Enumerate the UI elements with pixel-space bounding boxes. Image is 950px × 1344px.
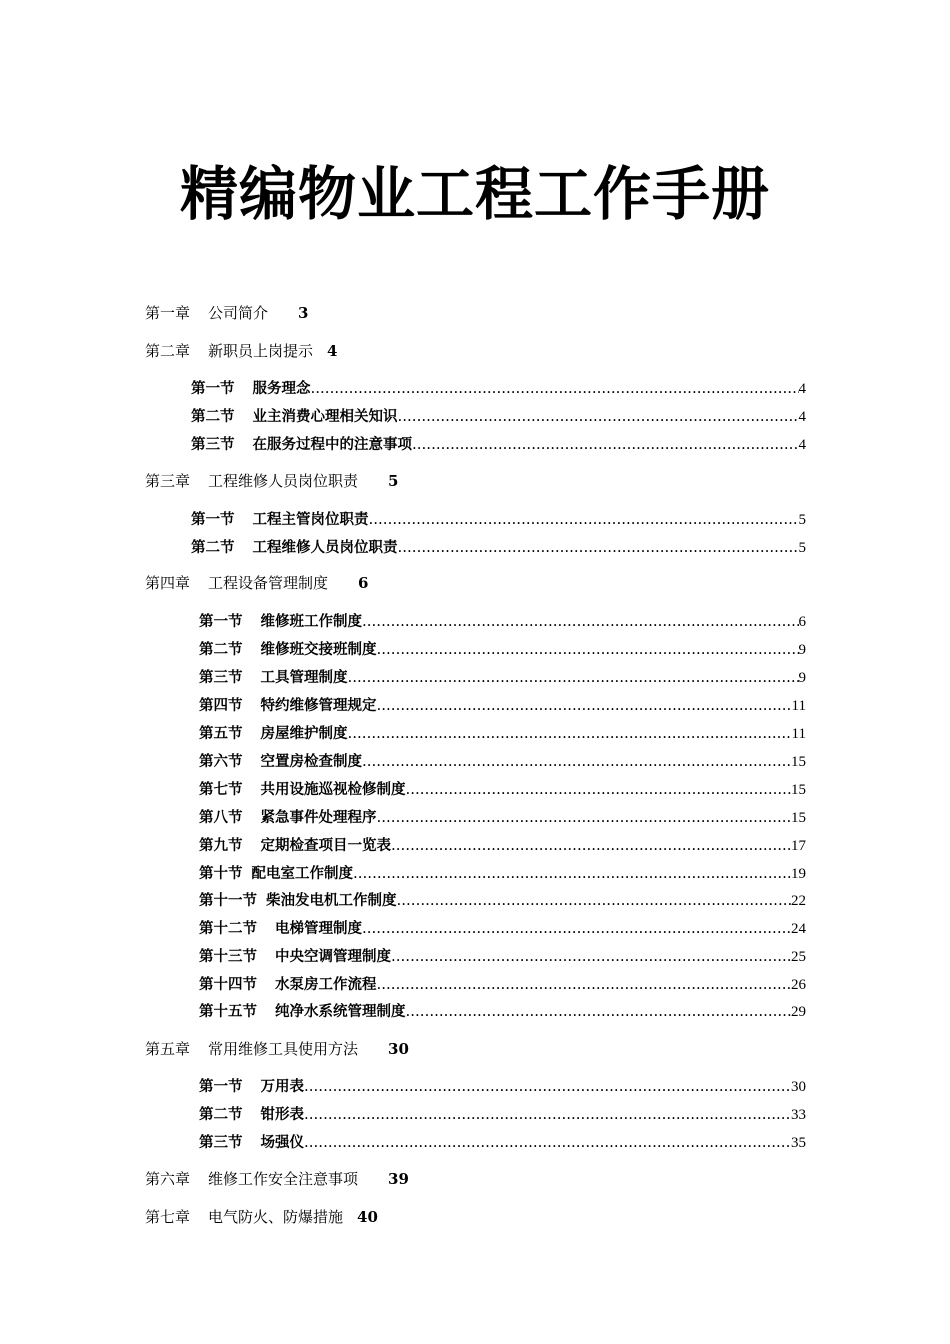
chapter-name: 维修工作安全注意事项 — [208, 1170, 359, 1188]
chapter-page-number: 3 — [298, 304, 309, 322]
section-page-number: 5 — [798, 540, 806, 556]
toc-section[interactable] — [199, 890, 806, 911]
toc-section[interactable] — [199, 723, 806, 744]
toc-chapter[interactable] — [145, 471, 398, 491]
toc-section[interactable] — [191, 537, 806, 558]
chapter-name: 工程维修人员岗位职责 — [208, 472, 359, 490]
toc-section[interactable] — [199, 611, 806, 632]
chapter-page-number: 39 — [388, 1170, 409, 1188]
toc-section[interactable] — [199, 918, 806, 939]
toc-chapter[interactable] — [145, 1039, 409, 1059]
chapter-page-number: 5 — [388, 472, 399, 490]
toc-section[interactable] — [199, 1132, 806, 1153]
toc-section[interactable] — [191, 378, 806, 399]
section-name: 特约维修管理规定 — [260, 698, 377, 714]
section-page-number: 26 — [791, 977, 806, 993]
section-page-number: 17 — [791, 838, 806, 854]
section-number: 第二节 — [191, 409, 235, 425]
toc-section[interactable] — [199, 639, 806, 660]
section-page-number: 4 — [798, 437, 806, 453]
chapter-label: 第一章 — [145, 304, 191, 322]
section-page-number: 24 — [791, 921, 806, 937]
dot-leader — [406, 779, 792, 799]
section-number: 第十一节 — [199, 893, 257, 909]
dot-leader — [377, 695, 792, 715]
section-number: 第八节 — [199, 810, 243, 826]
toc-section[interactable] — [191, 434, 806, 455]
section-name: 共用设施巡视检修制度 — [260, 782, 406, 798]
section-number: 第一节 — [191, 381, 235, 397]
chapter-label: 第七章 — [145, 1208, 191, 1226]
chapter-label: 第六章 — [145, 1170, 191, 1188]
section-page-number: 30 — [791, 1079, 806, 1095]
section-number: 第三节 — [199, 1135, 243, 1151]
dot-leader — [304, 1132, 791, 1152]
section-page-number: 11 — [791, 726, 806, 742]
toc-section[interactable] — [191, 406, 806, 427]
chapter-label: 第三章 — [145, 472, 191, 490]
chapter-label: 第二章 — [145, 342, 191, 360]
toc-section[interactable] — [199, 835, 806, 856]
section-number: 第九节 — [199, 838, 243, 854]
dot-leader — [377, 639, 799, 659]
dot-leader — [406, 1001, 792, 1021]
toc-section[interactable] — [199, 946, 806, 967]
dot-leader — [348, 723, 792, 743]
toc-section[interactable] — [199, 1076, 806, 1097]
section-number: 第十节 — [199, 866, 243, 882]
section-number: 第三节 — [199, 670, 243, 686]
section-number: 第六节 — [199, 754, 243, 770]
section-number: 第七节 — [199, 782, 243, 798]
toc-section[interactable] — [199, 751, 806, 772]
chapter-name: 常用维修工具使用方法 — [208, 1040, 359, 1058]
chapter-page-number: 30 — [388, 1040, 409, 1058]
chapter-page-number: 40 — [357, 1208, 378, 1226]
section-number: 第一节 — [199, 1079, 243, 1095]
dot-leader — [377, 974, 792, 994]
section-number: 第五节 — [199, 726, 243, 742]
chapter-label: 第五章 — [145, 1040, 191, 1058]
section-name: 钳形表 — [260, 1107, 304, 1123]
section-page-number: 35 — [791, 1135, 806, 1151]
section-number: 第一节 — [199, 614, 243, 630]
section-name: 空置房检查制度 — [260, 754, 362, 770]
section-name: 工程维修人员岗位职责 — [252, 540, 398, 556]
chapter-name: 新职员上岗提示 — [208, 342, 314, 360]
section-name: 万用表 — [260, 1079, 304, 1095]
dot-leader — [377, 807, 792, 827]
toc-section[interactable] — [199, 667, 806, 688]
dot-leader — [348, 667, 799, 687]
section-page-number: 9 — [798, 642, 806, 658]
section-name: 场强仪 — [260, 1135, 304, 1151]
section-name: 电梯管理制度 — [275, 921, 362, 937]
dot-leader — [369, 509, 799, 529]
dot-leader — [391, 946, 791, 966]
toc-chapter[interactable] — [145, 303, 308, 323]
section-name: 服务理念 — [252, 381, 311, 397]
toc-section[interactable] — [199, 807, 806, 828]
section-name: 水泵房工作流程 — [275, 977, 377, 993]
section-name: 工具管理制度 — [260, 670, 348, 686]
section-page-number: 15 — [791, 754, 806, 770]
toc-section[interactable] — [199, 695, 806, 716]
document-title: 精编物业工程工作手册 — [179, 160, 770, 228]
section-name: 定期检查项目一览表 — [260, 838, 391, 854]
toc-section[interactable] — [191, 509, 806, 530]
section-name: 中央空调管理制度 — [275, 949, 391, 965]
toc-chapter[interactable] — [145, 1207, 378, 1227]
section-number: 第四节 — [199, 698, 243, 714]
chapter-name: 工程设备管理制度 — [208, 574, 329, 592]
dot-leader — [397, 890, 792, 910]
section-number: 第十四节 — [199, 977, 257, 993]
toc-section[interactable] — [199, 1104, 806, 1125]
dot-leader — [311, 378, 799, 398]
dot-leader — [398, 406, 799, 426]
section-name: 维修班工作制度 — [260, 614, 362, 630]
section-number: 第二节 — [191, 540, 235, 556]
section-number: 第三节 — [191, 437, 235, 453]
section-number: 第十三节 — [199, 949, 257, 965]
toc-section[interactable] — [199, 974, 806, 995]
toc-section[interactable] — [199, 779, 806, 800]
chapter-page-number: 4 — [327, 342, 338, 360]
chapter-name: 公司简介 — [208, 304, 269, 322]
section-page-number: 15 — [791, 810, 806, 826]
section-number: 第一节 — [191, 512, 235, 528]
section-name: 紧急事件处理程序 — [260, 810, 377, 826]
section-name: 柴油发电机工作制度 — [266, 893, 397, 909]
section-page-number: 11 — [791, 698, 806, 714]
section-name: 业主消费心理相关知识 — [252, 409, 398, 425]
dot-leader — [304, 1104, 791, 1124]
section-name: 配电室工作制度 — [251, 866, 353, 882]
section-page-number: 25 — [791, 949, 806, 965]
section-page-number: 15 — [791, 782, 806, 798]
section-number: 第二节 — [199, 1107, 243, 1123]
section-name: 在服务过程中的注意事项 — [252, 437, 412, 453]
section-page-number: 4 — [798, 381, 806, 397]
dot-leader — [362, 611, 799, 631]
section-number: 第十二节 — [199, 921, 257, 937]
dot-leader — [362, 918, 791, 938]
section-page-number: 19 — [791, 866, 806, 882]
toc-section[interactable] — [199, 1001, 806, 1022]
dot-leader — [362, 751, 791, 771]
dot-leader — [304, 1076, 791, 1096]
toc-chapter[interactable] — [145, 341, 337, 361]
section-number: 第二节 — [199, 642, 243, 658]
toc-chapter[interactable] — [145, 573, 368, 593]
section-number: 第十五节 — [199, 1004, 257, 1020]
chapter-page-number: 6 — [358, 574, 369, 592]
section-page-number: 22 — [791, 893, 806, 909]
section-page-number: 33 — [791, 1107, 806, 1123]
toc-section[interactable] — [199, 863, 806, 884]
section-page-number: 9 — [798, 670, 806, 686]
section-name: 纯净水系统管理制度 — [275, 1004, 406, 1020]
chapter-name: 电气防火、防爆措施 — [208, 1208, 344, 1226]
section-page-number: 6 — [798, 614, 806, 630]
section-name: 房屋维护制度 — [260, 726, 348, 742]
toc-chapter[interactable] — [145, 1169, 409, 1189]
section-page-number: 4 — [798, 409, 806, 425]
dot-leader — [353, 863, 791, 883]
section-page-number: 5 — [798, 512, 806, 528]
section-name: 维修班交接班制度 — [260, 642, 377, 658]
dot-leader — [398, 537, 799, 557]
dot-leader — [391, 835, 791, 855]
section-page-number: 29 — [791, 1004, 806, 1020]
dot-leader — [412, 434, 799, 454]
chapter-label: 第四章 — [145, 574, 191, 592]
section-name: 工程主管岗位职责 — [252, 512, 369, 528]
